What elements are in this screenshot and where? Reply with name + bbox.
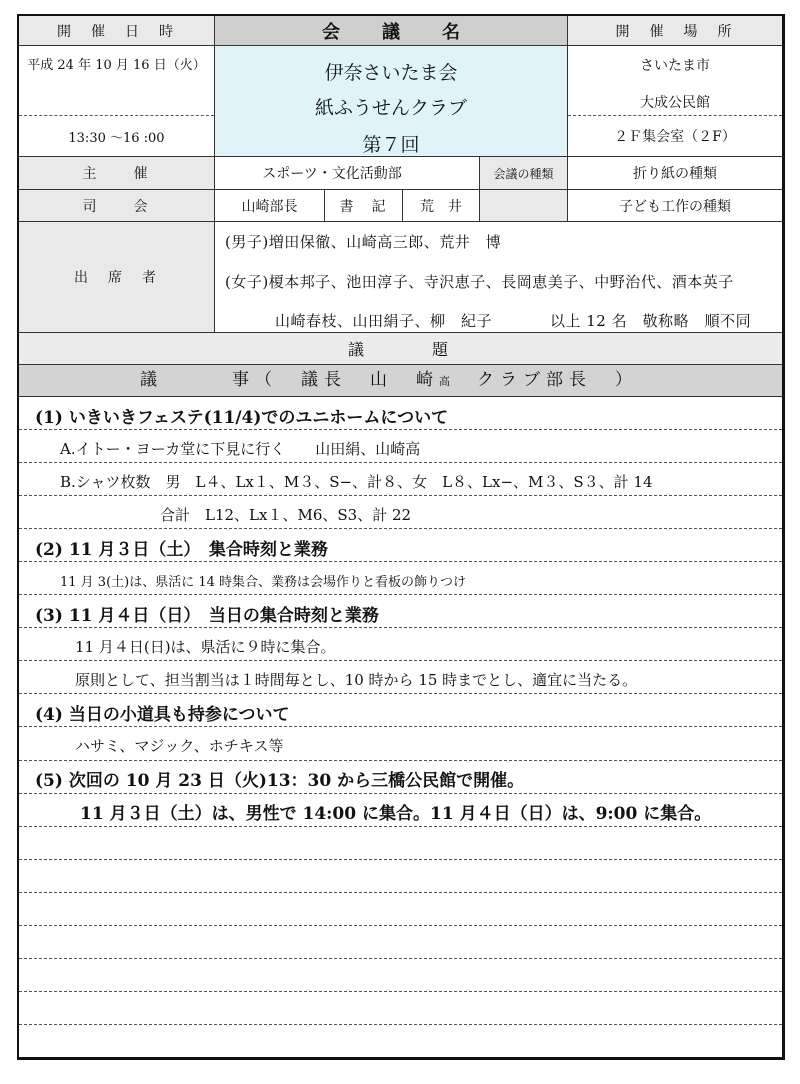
agenda-item-1-note-a: A.イトー・ヨーカ堂に下見に行く 山田絹、山崎高 <box>19 430 782 463</box>
attendees-male: (男子)増田保徹、山崎高三郎、荒井 博 <box>225 233 502 251</box>
venue-cell <box>568 46 782 157</box>
venue-address-box <box>568 46 782 116</box>
blank-line <box>19 827 782 860</box>
blank-line <box>19 1025 782 1057</box>
date-time-cell <box>19 46 215 157</box>
proceedings-prefix: 議 事（ 議長 山 崎 <box>140 370 439 390</box>
agenda-item-2-note: 11 月 3(土)は、県活に 14 時集合、業務は会場作りと看板の飾りつけ <box>19 562 782 595</box>
moderator-value: 山崎部長 <box>215 190 325 222</box>
meeting-date-box <box>19 46 214 116</box>
meeting-name-line-1: 伊奈さいたま会 <box>324 62 458 84</box>
venue-label: 開 催 場 所 <box>568 16 782 46</box>
blank-line <box>19 860 782 893</box>
meeting-time: 13:30 〜16 :00 <box>68 130 165 146</box>
kids-craft-type: 子ども工作の種類 <box>568 190 782 222</box>
venue-room: ２Ｆ集会室（２F） <box>614 129 736 145</box>
agenda-item-1-total: 合計 L12、Lx１、M6、S3、計 22 <box>19 496 782 529</box>
meeting-type-label: 会議の種類 <box>480 157 568 190</box>
date-time-label: 開 催 日 時 <box>19 16 215 46</box>
agenda-item-4-heading: (4) 当日の小道具も持参について <box>19 694 782 727</box>
agenda-item-1-note-b: B.シャツ枚数 男 L４、Lx１、M３、S−、計８、女 L８、Lx−、M３、S３、計 14 <box>19 463 782 496</box>
agenda-item-1-heading: (1) いきいきフェステ(11/4)でのユニホームについて <box>19 397 782 430</box>
proceedings-chair-initial: 高 <box>439 375 454 388</box>
secretary-label: 書 記 <box>325 190 403 222</box>
attendees-label: 出 席 者 <box>19 222 215 333</box>
attendees-female: (女子)榎本邦子、池田淳子、寺沢恵子、長岡恵美子、中野治代、酒本英子 <box>225 273 734 291</box>
attendees-summary: 以上 12 名 敬称略 順不同 <box>550 312 752 330</box>
agenda-item-5-note: 11 月３日（土）は、男性で 14:00 に集合。11 月４日（日）は、9:00 に集合。 <box>19 794 782 827</box>
meeting-minutes-form <box>17 14 785 1060</box>
attendees-cell <box>215 222 782 333</box>
moderator-label: 司 会 <box>19 190 215 222</box>
agenda-item-2-heading: (2) 11 月３日（土） 集合時刻と業務 <box>19 529 782 562</box>
organizer-value: スポーツ・文化活動部 <box>215 157 480 190</box>
venue-city: さいたま市 <box>640 58 710 74</box>
meeting-name-cell <box>215 46 568 157</box>
meeting-name-label: 会 議 名 <box>215 16 568 46</box>
agenda-item-3-rule: 原則として、担当割当は１時間毎とし、10 時から 15 時までとし、適宜に当たる。 <box>19 661 782 694</box>
attendees-female-continued: 山崎春枝、山田絹子、柳 紀子 <box>275 312 493 330</box>
blank-line <box>19 992 782 1025</box>
agenda-item-4-note: ハサミ、マジック、ホチキス等 <box>19 727 782 760</box>
meeting-date: 平成 24 年 10 月 16 日（火） <box>27 58 206 73</box>
agenda-label: 議 題 <box>19 333 782 365</box>
organizer-label: 主 催 <box>19 157 215 190</box>
proceedings-heading <box>19 365 782 397</box>
minutes-body <box>19 397 782 1057</box>
secretary-value: 荒 井 <box>403 190 480 222</box>
proceedings-suffix: クラブ部長 ） <box>454 370 638 390</box>
origami-type: 折り紙の種類 <box>568 157 782 190</box>
blank-line <box>19 926 782 959</box>
blank-line <box>19 959 782 992</box>
agenda-item-3-note: 11 月４日(日)は、県活に９時に集合。 <box>19 628 782 661</box>
meeting-name-line-2: 紙ふうせんクラブ <box>314 97 467 119</box>
venue-building: 大成公民館 <box>640 95 710 111</box>
empty-cell <box>480 190 568 222</box>
agenda-item-3-heading: (3) 11 月４日（日） 当日の集合時刻と業務 <box>19 595 782 628</box>
blank-line <box>19 893 782 926</box>
agenda-item-5-heading: (5) 次回の 10 月 23 日（火)13：30 から三橋公民館で開催。 <box>19 761 782 794</box>
meeting-name-line-3: 第７回 <box>362 134 420 156</box>
